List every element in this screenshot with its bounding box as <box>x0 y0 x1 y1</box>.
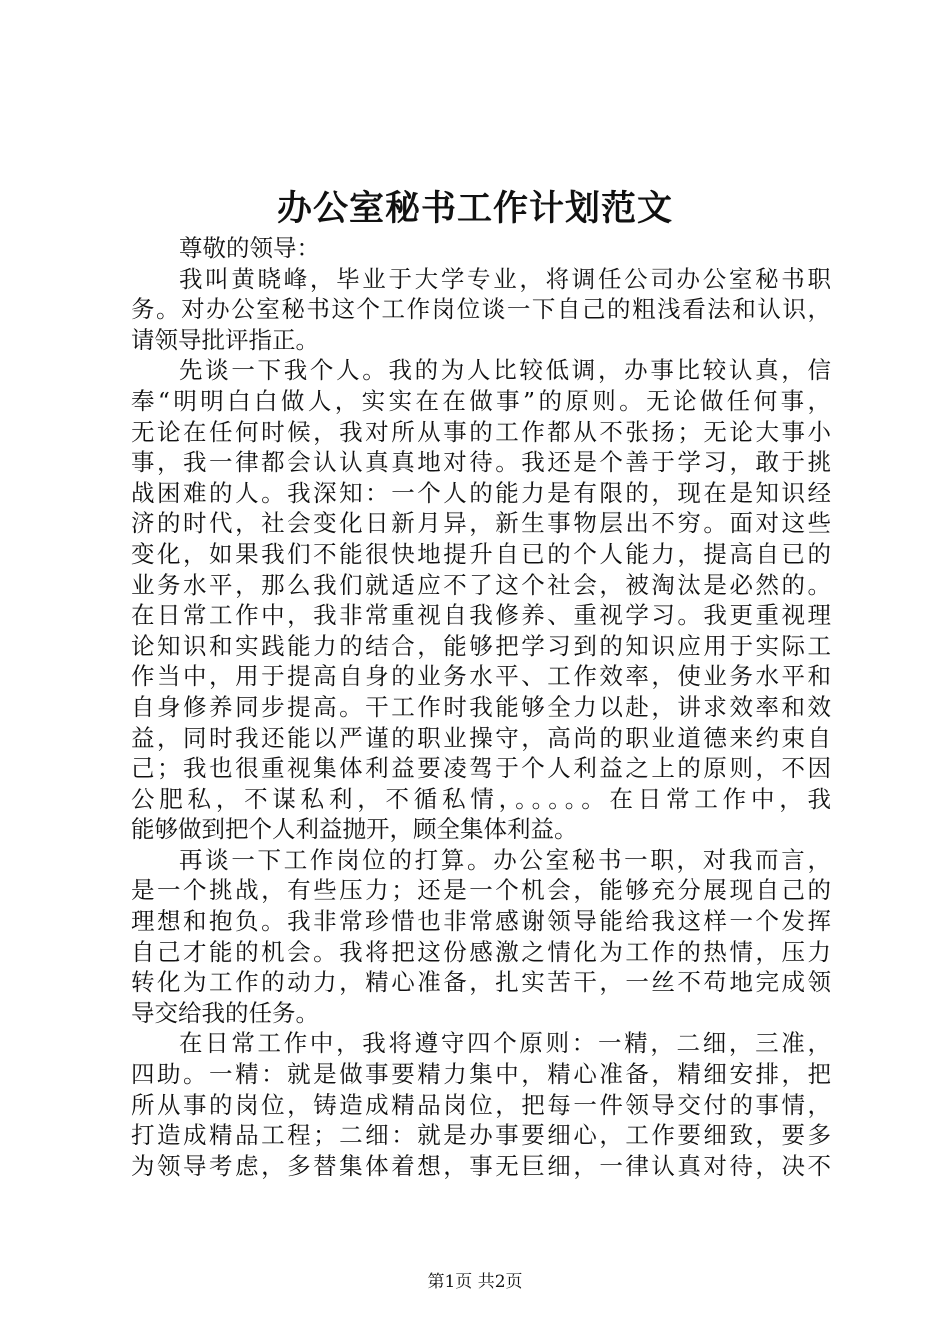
body-line: 事，我一律都会认认真真地对待。我还是个善于学习，敢于挑 <box>131 448 831 477</box>
body-line: 论知识和实践能力的结合，能够把学习到的知识应用于实际工 <box>131 631 831 660</box>
body-line: 无论在任何时候，我对所从事的工作都从不张扬；无论大事小 <box>131 417 831 446</box>
body-line: 变化，如果我们不能很快地提升自已的个人能力，提高自已的 <box>131 539 831 568</box>
body-line: 战困难的人。我深知：一个人的能力是有限的，现在是知识经 <box>131 478 831 507</box>
body-line: 在日常工作中，我将遵守四个原则：一精，二细，三准， <box>179 1029 831 1058</box>
body-line: 所从事的岗位，铸造成精品岗位，把每一件领导交付的事情， <box>131 1090 831 1119</box>
body-line: 自己才能的机会。我将把这份感激之情化为工作的热情，压力 <box>131 937 831 966</box>
document-body <box>131 233 831 1181</box>
body-line: 自身修养同步提高。干工作时我能够全力以赴，讲求效率和效 <box>131 692 831 721</box>
body-line: 四助。一精：就是做事要精力集中，精心准备，精细安排，把 <box>131 1060 831 1089</box>
body-line: 己；我也很重视集体利益要凌驾于个人利益之上的原则，不因 <box>131 754 831 783</box>
body-line: 务。对办公室秘书这个工作岗位谈一下自己的粗浅看法和认识， <box>131 295 831 324</box>
body-line: 在日常工作中，我非常重视自我修养、重视学习。我更重视理 <box>131 601 831 630</box>
page-footer: 第1页 共2页 <box>427 1272 523 1292</box>
body-line: 转化为工作的动力，精心准备，扎实苦干，一丝不苟地完成领 <box>131 968 831 997</box>
body-line: 理想和抱负。我非常珍惜也非常感谢领导能给我这样一个发挥 <box>131 907 831 936</box>
body-line: 我叫黄晓峰，毕业于大学专业，将调任公司办公室秘书职 <box>179 264 831 293</box>
body-line: 益，同时我还能以严谨的职业操守，高尚的职业道德来约束自 <box>131 723 831 752</box>
body-line: 打造成精品工程；二细：就是办事要细心，工作要细致，要多 <box>131 1121 831 1150</box>
body-line: 奉“明明白白做人，实实在在做事”的原则。无论做任何事， <box>131 386 831 415</box>
body-line: 为领导考虑，多替集体着想，事无巨细，一律认真对待，决不 <box>131 1151 831 1180</box>
body-line: 请领导批评指正。 <box>131 325 319 354</box>
body-line: 能够做到把个人利益抛开，顾全集体利益。 <box>131 815 578 844</box>
body-line: 导交给我的任务。 <box>131 998 319 1027</box>
body-line: 作当中，用于提高自身的业务水平、工作效率，使业务水平和 <box>131 662 831 691</box>
document-title: 办公室秘书工作计划范文 <box>276 188 673 229</box>
body-line: 业务水平，那么我们就适应不了这个社会，被淘汰是必然的。 <box>131 570 831 599</box>
salutation-line: 尊敬的领导： <box>179 234 320 262</box>
body-line: 是一个挑战，有些压力；还是一个机会，能够充分展现自己的 <box>131 876 831 905</box>
body-line: 济的时代，社会变化日新月异，新生事物层出不穷。面对这些 <box>131 509 831 538</box>
body-line: 再谈一下工作岗位的打算。办公室秘书一职，对我而言， <box>179 845 831 874</box>
body-line: 公肥私，不谋私利，不循私情，。。。。。在日常工作中，我 <box>131 784 831 813</box>
body-line: 先谈一下我个人。我的为人比较低调，办事比较认真，信 <box>179 356 831 385</box>
